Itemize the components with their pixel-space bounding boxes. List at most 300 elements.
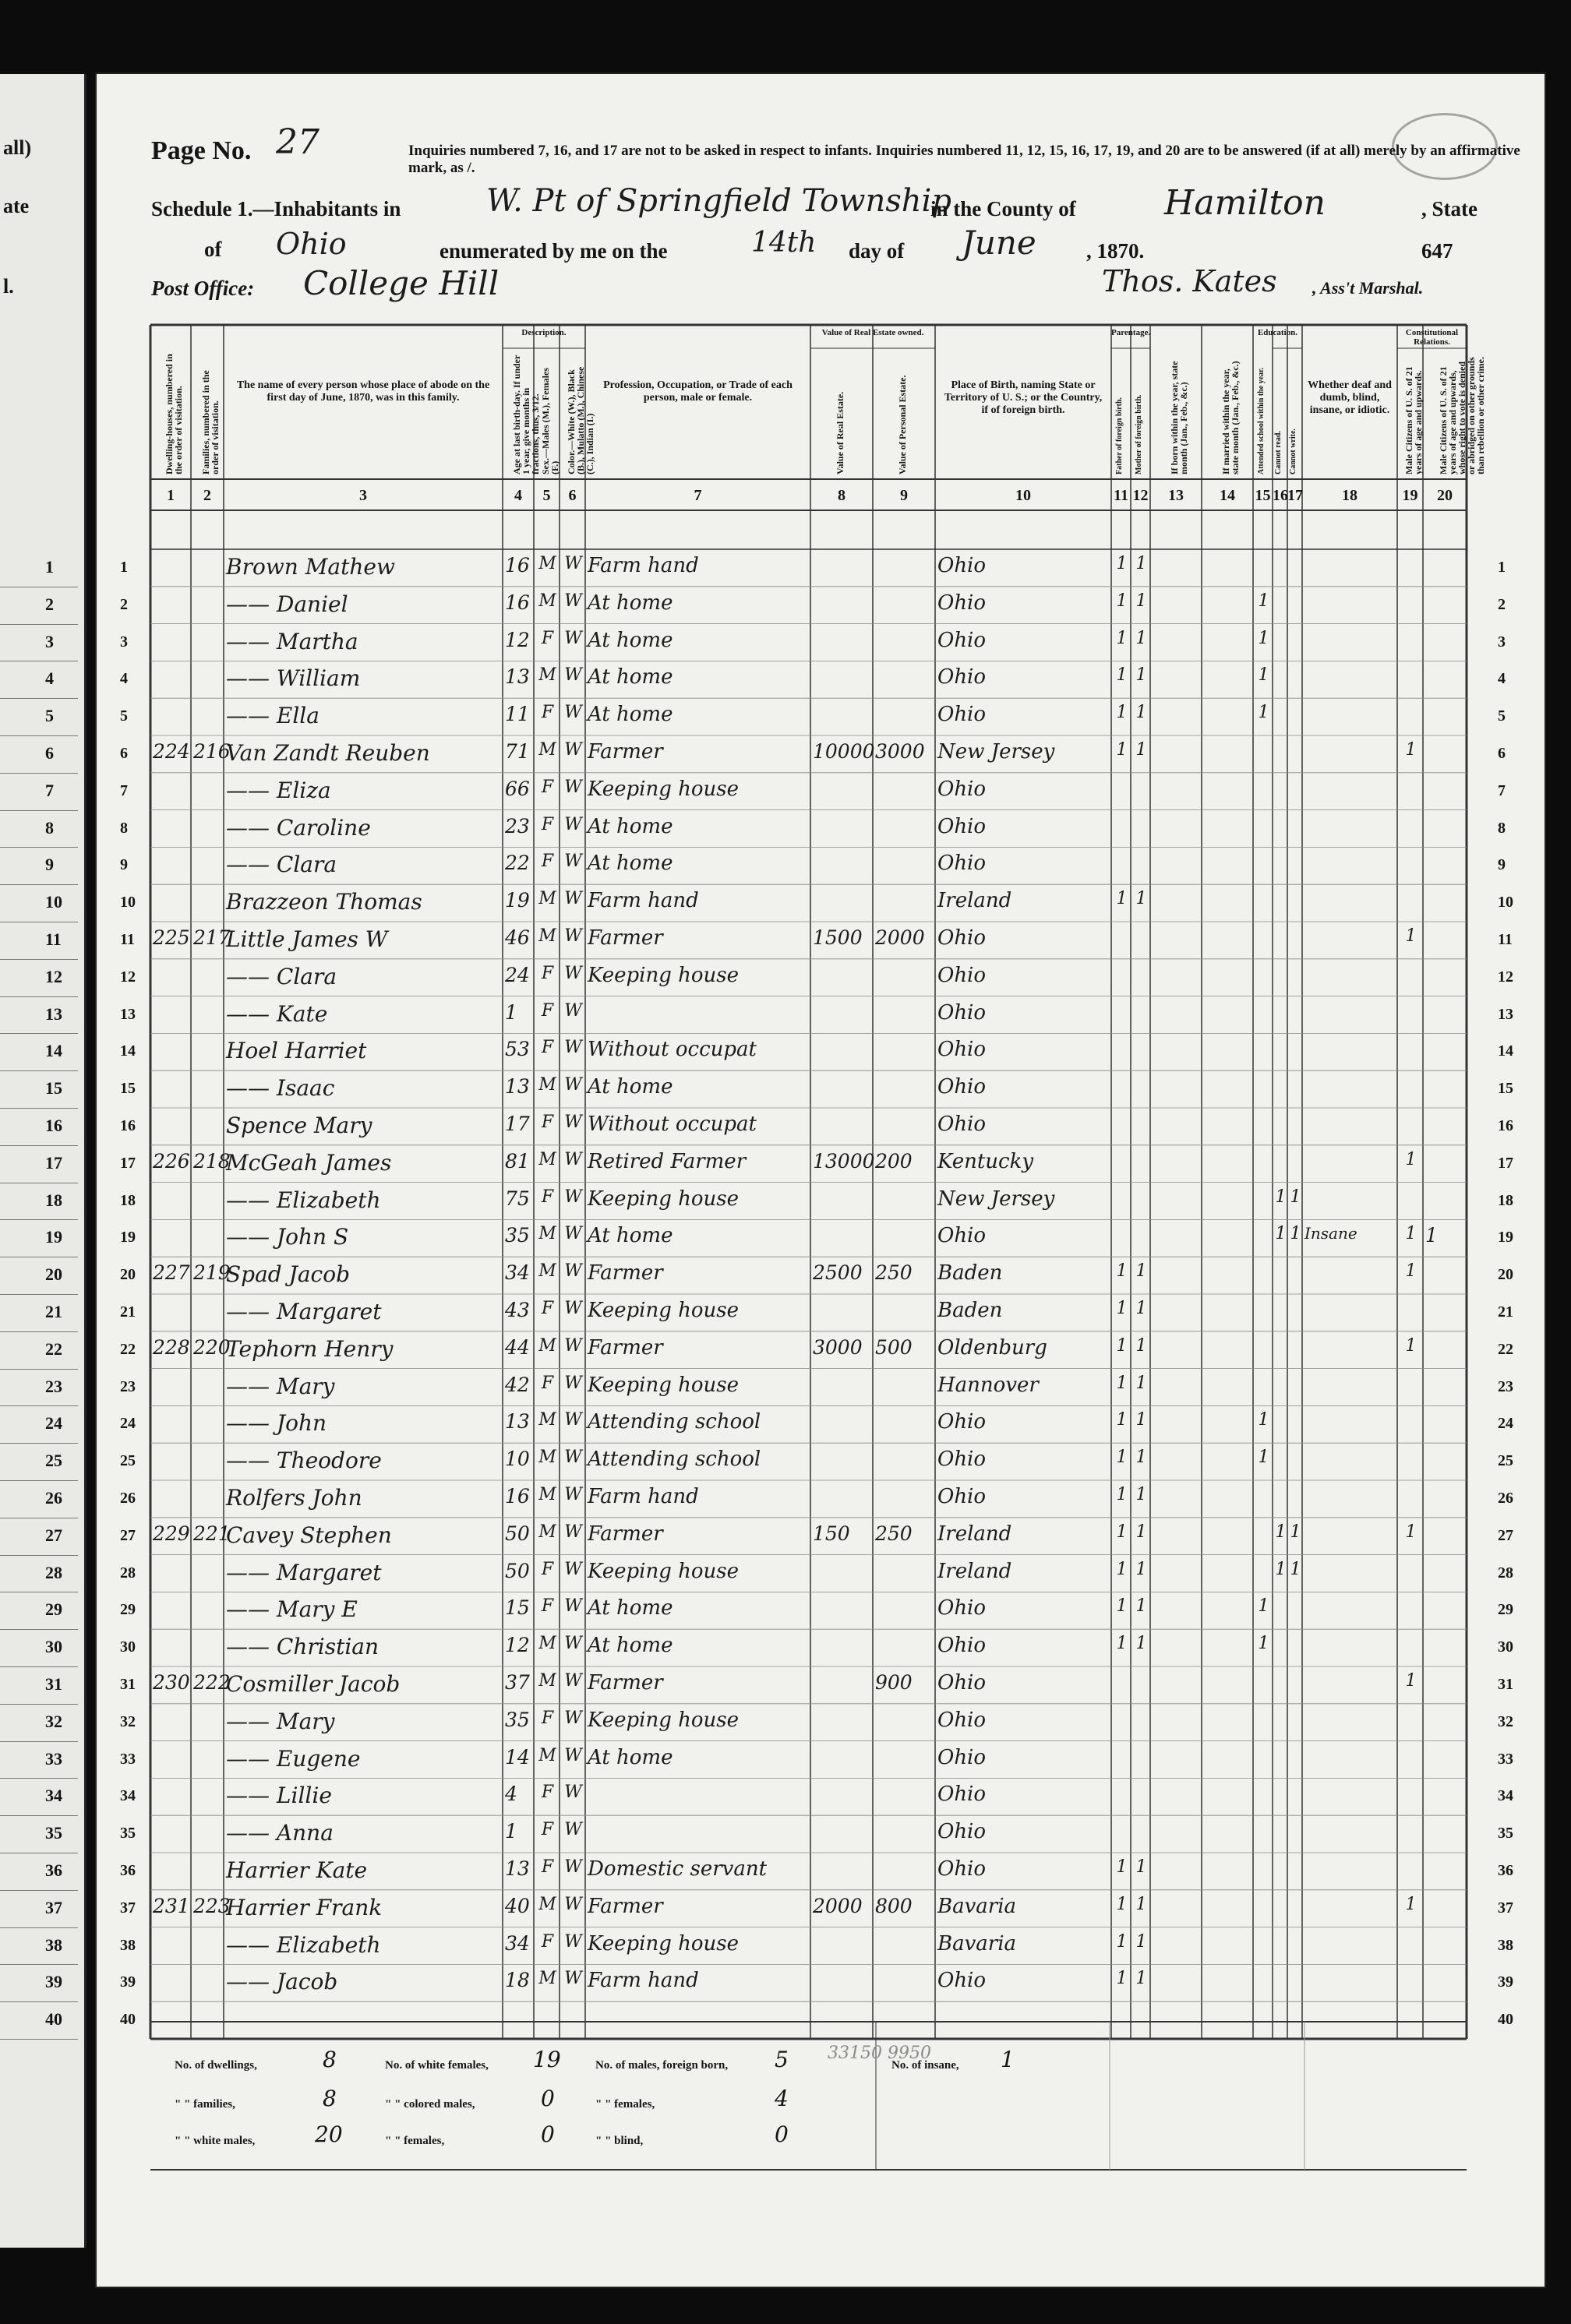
dwelling-number [153,1485,190,1519]
school-mark: 1 [1258,1448,1269,1468]
vote-denied-mark [1425,1671,1466,1705]
citizen-mark [1400,1783,1422,1817]
cannot-write-mark [1290,778,1301,812]
person-name: —— Caroline [226,814,371,841]
family-number: 221 [193,1522,231,1545]
color: W [564,1745,582,1765]
sex: M [538,1522,556,1542]
family-number [193,591,223,626]
real-estate-value [813,629,872,663]
cannot-read-mark [1275,815,1287,849]
real-estate-value: 13000 [813,1149,875,1173]
insane-count: 1 [1001,2047,1015,2072]
dwelling-number [153,1709,190,1743]
school-mark: 1 [1258,665,1269,686]
occupation: At home [588,591,673,615]
fragment-row-number: 13 [45,1003,62,1024]
page-number: 27 [276,122,319,162]
birthplace: Ohio [937,1634,987,1658]
color [562,2006,584,2040]
mother-foreign-mark: 1 [1135,665,1147,686]
dwelling-number [153,1783,190,1817]
colored-females-count: 0 [541,2121,555,2147]
fragment-row-number: 39 [45,1972,62,1992]
disability [1304,1374,1396,1408]
cannot-read-mark [1275,926,1287,961]
fragment-rule [0,959,78,960]
real-estate-value: 2500 [813,1261,863,1285]
citizen-mark [1400,1001,1422,1035]
dwelling-number [153,778,190,812]
row-number: 3 [1498,633,1506,651]
occupation: Farmer [588,926,663,950]
father-foreign-mark [1114,1187,1130,1222]
person-name: Spence Mary [226,1113,372,1138]
occupation [588,1001,810,1035]
row-number: 5 [1498,707,1506,725]
color: W [564,1299,582,1318]
citizen-mark [1400,1820,1422,1854]
mother-foreign-mark: 1 [1135,1448,1147,1468]
column-header-20: Male Citizens of U. S. of 21 years of age and upwards, whose right to vote is denied or abridged on other grounds than rebellion or other crime. [1438,357,1486,474]
cannot-read-mark [1275,554,1287,588]
fragment-rule [0,2039,78,2040]
cannot-read-mark [1275,1261,1287,1296]
personal-estate-value [875,889,934,923]
cannot-read-mark: 1 [1275,1559,1287,1579]
birthplace: Ireland [937,1559,1012,1583]
column-number: 9 [900,487,908,504]
occupation: Farmer [588,1261,663,1285]
row-number: 31 [1498,1676,1513,1693]
mother-foreign-mark: 1 [1135,740,1147,760]
white-females-label: No. of white females, [385,2059,489,2072]
column-number: 6 [568,487,577,504]
fragment-row-number: 32 [45,1711,62,1731]
citizen-mark [1400,1410,1422,1444]
fragment-row-number: 20 [45,1264,62,1285]
fragment-rule [0,1219,78,1220]
family-number: 220 [193,1335,231,1359]
birthplace: Ohio [937,777,987,801]
cannot-read-mark: 1 [1275,1224,1287,1244]
cannot-write-mark: 1 [1290,1559,1301,1579]
person-name: Brown Mathew [226,554,395,580]
row-number: 33 [120,1750,136,1768]
birthplace: Ohio [937,1485,987,1508]
age: 34 [505,1931,530,1955]
disability [1304,1001,1396,1035]
father-foreign-mark: 1 [1116,591,1128,611]
birthplace: Ohio [937,1783,987,1807]
citizen-mark [1400,665,1422,700]
age: 13 [505,665,530,689]
vote-denied-mark [1425,1857,1466,1892]
cannot-read-mark [1275,740,1287,774]
row-number: 14 [120,1042,136,1060]
sex: F [541,1373,554,1393]
dwelling-number [153,1448,190,1482]
birthplace: Ohio [937,1820,987,1844]
row-number: 36 [1498,1862,1513,1879]
citizen-mark [1400,1560,1422,1594]
school-mark: 1 [1258,1634,1269,1654]
vote-denied-mark [1425,1596,1466,1631]
column-number: 19 [1402,487,1418,504]
person-name: —— Kate [226,1000,328,1027]
dwelling-number [153,1857,190,1892]
age: 11 [505,703,530,726]
birthplace: Ireland [937,889,1012,913]
color: W [564,1448,582,1468]
fragment-row-number: 10 [45,892,62,912]
birthplace: Ohio [937,1224,987,1248]
cannot-read-mark [1275,889,1287,923]
sex: M [538,1261,556,1282]
family-number [193,1783,223,1817]
fragment-rule [0,1033,78,1034]
citizen-mark [1400,1709,1422,1743]
mother-foreign-mark: 1 [1135,1335,1147,1356]
sex: F [541,1000,554,1021]
vote-denied-mark [1425,1448,1466,1482]
disability: Insane [1304,1224,1357,1243]
personal-estate-value [875,1224,934,1258]
citizen-mark: 1 [1405,1671,1417,1691]
vote-denied-mark [1425,665,1466,700]
school-mark [1255,740,1272,774]
color: W [564,740,582,760]
sex: F [541,1038,554,1058]
row-number: 34 [120,1787,136,1805]
father-foreign-mark [1114,1075,1130,1109]
mother-foreign-mark [1133,1075,1149,1109]
vote-denied-mark [1425,815,1466,849]
person-name: —— Margaret [226,1559,382,1585]
row-number: 28 [120,1564,136,1582]
citizen-mark: 1 [1405,926,1417,946]
occupation [588,1820,810,1854]
birthplace: New Jersey [937,1187,1055,1211]
row-number: 20 [120,1266,136,1284]
age: 19 [505,889,530,912]
disability [1304,665,1396,700]
family-number [193,554,223,588]
vote-denied-mark [1425,740,1466,774]
family-number [193,1187,223,1222]
cannot-write-mark [1290,554,1301,588]
cannot-write-mark [1290,591,1301,626]
birthplace: Ohio [937,1038,987,1062]
mother-foreign-mark [1133,2006,1149,2040]
person-name: —— Eliza [226,777,331,803]
personal-estate-value: 900 [875,1671,913,1694]
dwelling-number [153,1113,190,1147]
mother-foreign-mark: 1 [1135,889,1147,909]
person-name: —— Martha [226,628,358,654]
dwellings-count: 8 [323,2047,337,2072]
school-mark [1255,889,1272,923]
birthplace: Ohio [937,1113,987,1136]
occupation [588,2006,810,2040]
color: W [564,1783,582,1803]
row-number: 10 [1498,894,1513,912]
sex: M [538,1485,556,1504]
row-number: 25 [1498,1452,1513,1470]
sex: F [541,1783,554,1803]
person-name: —— Mary [226,1373,335,1399]
family-number [193,665,223,700]
school-mark [1255,964,1272,998]
fragment-row-number: 28 [45,1562,62,1582]
fragment-rule [0,1964,78,1965]
citizen-mark [1400,1075,1422,1109]
enumeration-day: 14th [751,227,817,259]
occupation: Keeping house [588,1559,739,1583]
occupation: Farmer [588,740,663,763]
school-mark [1255,1932,1272,1966]
fragment-row-number: 33 [45,1748,62,1769]
dwelling-number: 230 [153,1671,190,1694]
cannot-read-mark [1275,2006,1287,2040]
row-number: 7 [120,781,128,799]
real-estate-value [813,1634,872,1668]
school-mark [1255,1709,1272,1743]
vote-denied-mark [1425,1932,1466,1966]
occupation: Keeping house [588,1373,739,1397]
father-foreign-mark: 1 [1116,889,1128,909]
row-number: 2 [120,595,128,613]
dwelling-number: 229 [153,1522,190,1545]
school-mark [1255,1113,1272,1147]
personal-estate-value: 200 [875,1149,913,1173]
fragment-rule [0,1704,78,1705]
color: W [564,926,582,946]
disability [1304,1709,1396,1743]
vote-denied-mark [1425,1336,1466,1370]
fragment-row-number: 29 [45,1599,62,1620]
citizen-mark [1400,964,1422,998]
cannot-read-mark [1275,629,1287,663]
vote-denied-mark [1425,2006,1466,2040]
sex: F [541,628,554,648]
row-number: 27 [120,1526,136,1544]
personal-estate-value [875,665,934,700]
age: 12 [505,628,530,651]
cannot-write-mark [1290,1671,1301,1705]
real-estate-value [813,1746,872,1780]
sex: M [538,740,556,760]
disability [1304,591,1396,626]
vote-denied-mark [1425,591,1466,626]
sex: M [538,1894,556,1914]
column-number: 3 [359,487,367,504]
personal-estate-value [875,778,934,812]
fragment-rule [0,996,78,997]
real-estate-value [813,591,872,626]
mother-foreign-mark [1133,815,1149,849]
real-estate-value [813,1485,872,1519]
occupation: Domestic servant [588,1857,768,1881]
fragment-rule [0,1629,78,1630]
mother-foreign-mark [1133,1113,1149,1147]
school-mark [1255,1299,1272,1333]
vote-denied-mark [1425,1783,1466,1817]
cannot-write-mark [1290,1001,1301,1035]
fragment-row-number: 9 [45,855,54,875]
age: 16 [505,554,530,577]
white-males-label: " " white males, [175,2135,256,2147]
father-foreign-mark: 1 [1116,1634,1128,1654]
person-name: —— Lillie [226,1783,332,1809]
census-page [97,74,1545,2287]
color: W [564,1969,582,1989]
birthplace: Ohio [937,554,987,577]
column-header-11: Father of foreign birth. [1114,397,1124,474]
personal-estate-value [875,852,934,886]
school-mark [1255,1485,1272,1519]
dwelling-number [153,964,190,998]
family-number [193,1709,223,1743]
age: 71 [505,740,530,763]
real-estate-value [813,1448,872,1482]
color: W [564,1224,582,1244]
column-number: 8 [838,487,846,504]
cannot-read-mark [1275,1038,1287,1072]
age: 16 [505,591,530,614]
disability [1304,1038,1396,1072]
dwelling-number [153,554,190,588]
cannot-read-mark [1275,665,1287,700]
person-name: —— John [226,1410,327,1437]
person-name: —— Daniel [226,591,348,617]
vote-denied-mark [1425,964,1466,998]
personal-estate-value [875,1113,934,1147]
birthplace: Ohio [937,814,987,838]
person-name: Rolfers John [226,1485,362,1511]
person-name: —— Mary [226,1708,335,1734]
father-foreign-mark [1114,1150,1130,1184]
fragment-rule [0,624,78,625]
fragment-rule [0,1890,78,1891]
row-number: 37 [1498,1899,1513,1917]
column-number: 20 [1437,487,1453,504]
column-number: 4 [514,487,522,504]
cannot-read-mark [1275,852,1287,886]
mother-foreign-mark [1133,1709,1149,1743]
personal-estate-value [875,1746,934,1780]
real-estate-value [813,1075,872,1109]
row-number: 1 [120,559,128,576]
row-number: 10 [120,894,136,912]
personal-estate-value: 250 [875,1522,913,1545]
occupation: At home [588,814,673,838]
row-number: 6 [1498,745,1506,762]
real-estate-value [813,1374,872,1408]
person-name: Harrier Frank [226,1894,383,1920]
row-number: 17 [120,1154,136,1172]
fragment-row-number: 15 [45,1078,62,1099]
column-number: 13 [1168,487,1184,504]
age: 35 [505,1708,530,1731]
group-header-constitutional: Constitutional Relations. [1405,328,1459,347]
personal-estate-value [875,815,934,849]
cannot-write-mark [1290,1783,1301,1817]
occupation: At home [588,1596,673,1620]
cannot-write-mark [1290,1932,1301,1966]
color: W [564,1149,582,1169]
blind-count: 0 [775,2121,789,2147]
row-number: 39 [120,1973,136,1991]
person-name: —— Eugene [226,1745,361,1772]
cannot-read-mark: 1 [1275,1187,1287,1207]
father-foreign-mark: 1 [1116,1857,1128,1877]
age: 18 [505,1969,530,1992]
cannot-write-mark [1290,964,1301,998]
family-number [193,1374,223,1408]
family-number [193,1857,223,1892]
age: 17 [505,1113,530,1135]
group-header-education: Education. [1257,328,1298,337]
mother-foreign-mark [1133,1001,1149,1035]
sex: F [541,1113,554,1132]
mother-foreign-mark [1133,1150,1149,1184]
sex: M [538,1149,556,1169]
disability [1304,629,1396,663]
cannot-read-mark [1275,1857,1287,1892]
township: W. Pt of Springfield Township [486,183,951,219]
citizen-mark [1400,1969,1422,2003]
mother-foreign-mark: 1 [1135,1894,1147,1914]
adjacent-page-fragment [0,74,86,2248]
vote-denied-mark [1425,1374,1466,1408]
row-number: 11 [1498,931,1513,948]
real-estate-value [813,1224,872,1258]
real-estate-value [813,1596,872,1631]
citizen-mark [1400,1113,1422,1147]
father-foreign-mark [1114,815,1130,849]
person-name: —— Jacob [226,1969,338,1995]
sex: F [541,1187,554,1207]
cannot-write-mark [1290,740,1301,774]
age: 50 [505,1522,530,1545]
occupation: Keeping house [588,963,739,987]
father-foreign-mark [1114,1671,1130,1705]
disability [1304,1895,1396,1929]
cannot-write-mark [1290,889,1301,923]
mother-foreign-mark [1133,852,1149,886]
sex: F [541,1559,554,1579]
county: Hamilton [1164,183,1326,223]
vote-denied-mark: 1 [1425,1224,1438,1247]
age [505,2006,533,2040]
fragment-rule [0,735,78,736]
mother-foreign-mark [1133,1187,1149,1222]
real-estate-value: 1500 [813,926,863,949]
person-name: —— Theodore [226,1448,382,1474]
disability [1304,1671,1396,1705]
color: W [564,1596,582,1617]
personal-estate-value [875,1634,934,1668]
citizen-mark [1400,554,1422,588]
personal-estate-value [875,1485,934,1519]
cannot-write-mark [1290,1746,1301,1780]
row-number: 21 [120,1303,136,1321]
sex: M [538,1410,556,1430]
fragment-row-number: 22 [45,1338,62,1359]
occupation: Attending school [588,1410,761,1434]
schedule-label: Schedule 1.—Inhabitants in [151,197,401,220]
